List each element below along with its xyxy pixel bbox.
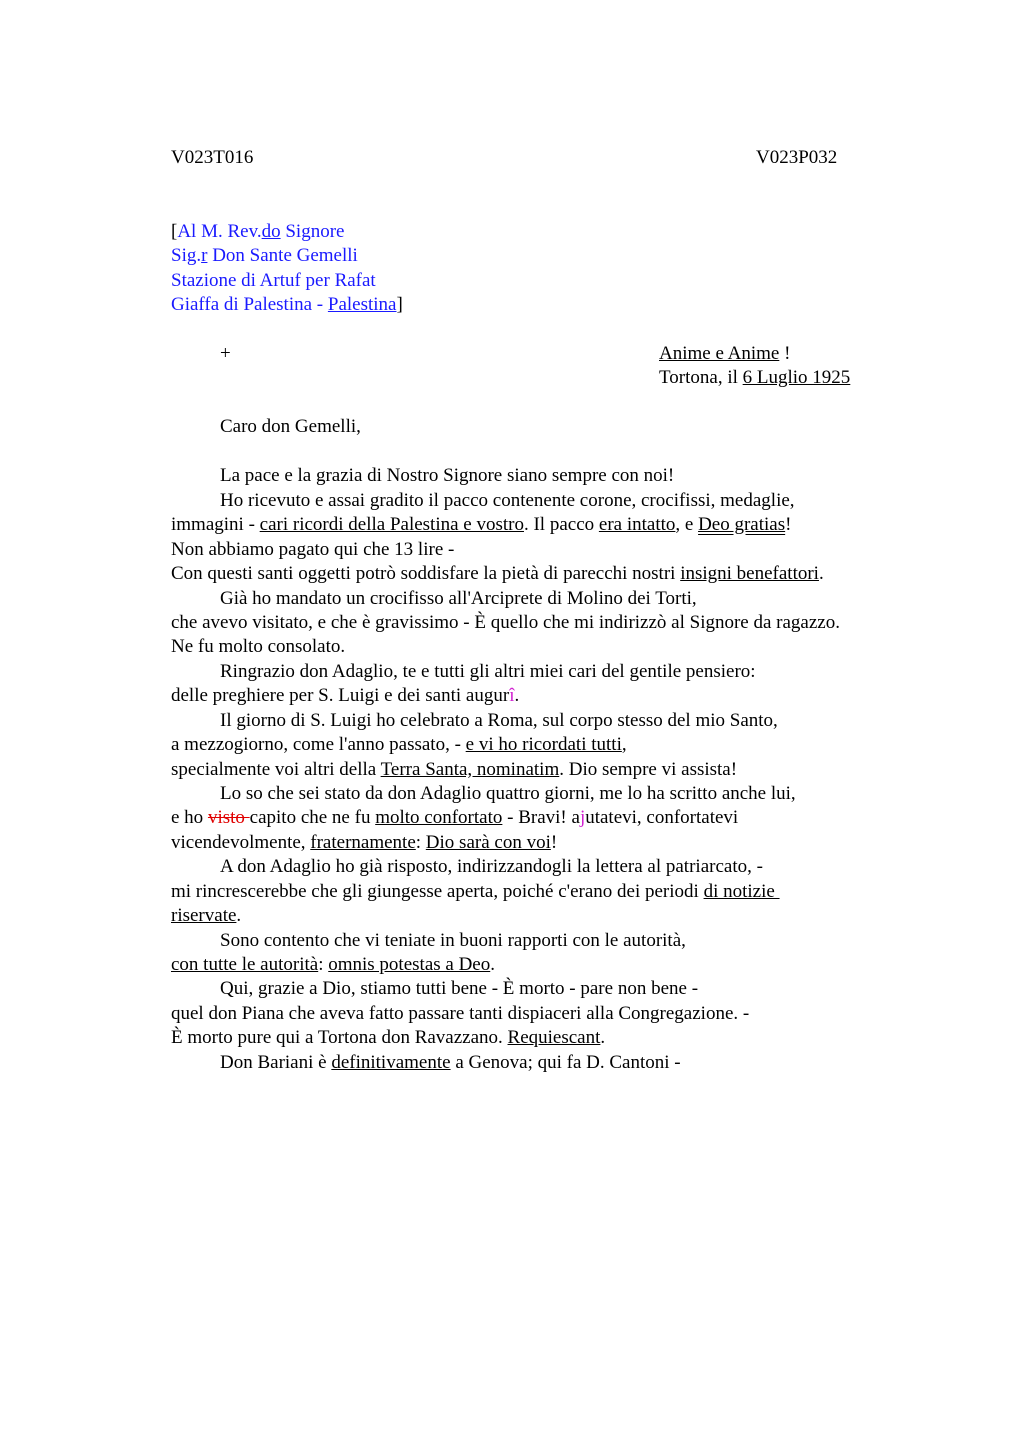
body-line: vicendevolmente, fraternamente: Dio sarà con voi!	[171, 832, 558, 853]
body-line: Lo so che sei stato da don Adaglio quattro giorni, me lo ha scritto anche lui,	[220, 783, 796, 804]
body-line: È morto pure qui a Tortona don Ravazzano. Requiescant.	[171, 1027, 606, 1048]
body-line: che avevo visitato, e che è gravissimo - È quello che mi indirizzò al Signore da ragazzo.	[171, 612, 840, 633]
document-code-left: V023T016	[171, 147, 254, 168]
body-line: Qui, grazie a Dio, stiamo tutti bene - È morto - pare non bene -	[220, 978, 699, 999]
body-line: Già ho mandato un crocifisso all'Arciprete di Molino dei Torti,	[220, 588, 697, 609]
salutation: Caro don Gemelli,	[220, 416, 361, 437]
body-line: Ne fu molto consolato.	[171, 636, 346, 657]
body-line: delle preghiere per S. Luigi e dei santi augurî.	[171, 685, 520, 706]
body-line: quel don Piana che aveva fatto passare tanti dispiaceri alla Congregazione. -	[171, 1003, 750, 1024]
body-line: La pace e la grazia di Nostro Signore siano sempre con noi!	[220, 465, 675, 486]
body-line: immagini - cari ricordi della Palestina e vostro. Il pacco era intatto, e Deo gratias!	[171, 514, 792, 535]
body-line: Con questi santi oggetti potrò soddisfare la pietà di parecchi nostri insigni benefattori.	[171, 563, 824, 584]
insertion-mark: j	[579, 807, 586, 828]
body-line: Don Bariani è definitivamente a Genova; qui fa D. Cantoni -	[220, 1052, 681, 1073]
body-line: Ho ricevuto e assai gradito il pacco contenente corone, crocifissi, medaglie,	[220, 490, 795, 511]
body-line: con tutte le autorità: omnis potestas a Deo.	[171, 954, 495, 975]
body-line: specialmente voi altri della Terra Santa, nominatim. Dio sempre vi assista!	[171, 759, 738, 780]
address-line-4: Giaffa di Palestina - Palestina]	[171, 294, 403, 315]
insertion-mark: î	[509, 685, 515, 706]
body-line: riservate.	[171, 905, 242, 926]
address-line-3: Stazione di Artuf per Rafat	[171, 270, 376, 291]
place-date: Tortona, il 6 Luglio 1925	[659, 367, 851, 388]
body-line: Ringrazio don Adaglio, te e tutti gli altri miei cari del gentile pensiero:	[220, 661, 756, 682]
cross-mark: +	[220, 343, 231, 364]
body-line: a mezzogiorno, come l'anno passato, - e vi ho ricordati tutti,	[171, 734, 627, 755]
body-line: Sono contento che vi teniate in buoni rapporti con le autorità,	[220, 930, 686, 951]
body-line: Non abbiamo pagato qui che 13 lire -	[171, 539, 455, 560]
document-code-right: V023P032	[756, 147, 838, 168]
body-line: mi rincrescerebbe che gli giungesse aperta, poiché c'erano dei periodi di notizie	[171, 881, 780, 902]
deleted-word: visto	[207, 807, 250, 828]
address-line-1: [Al M. Rev.do Signore	[171, 221, 345, 242]
address-line-2: Sig.r Don Sante Gemelli	[171, 245, 358, 266]
body-line: e ho visto capito che ne fu molto confortato - Bravi! ajutatevi, confortatevi	[171, 807, 739, 828]
body-line: Il giorno di S. Luigi ho celebrato a Roma, sul corpo stesso del mio Santo,	[220, 710, 778, 731]
motto: Anime e Anime !	[659, 343, 791, 364]
body-line: A don Adaglio ho già risposto, indirizzandogli la lettera al patriarcato, -	[220, 856, 763, 877]
